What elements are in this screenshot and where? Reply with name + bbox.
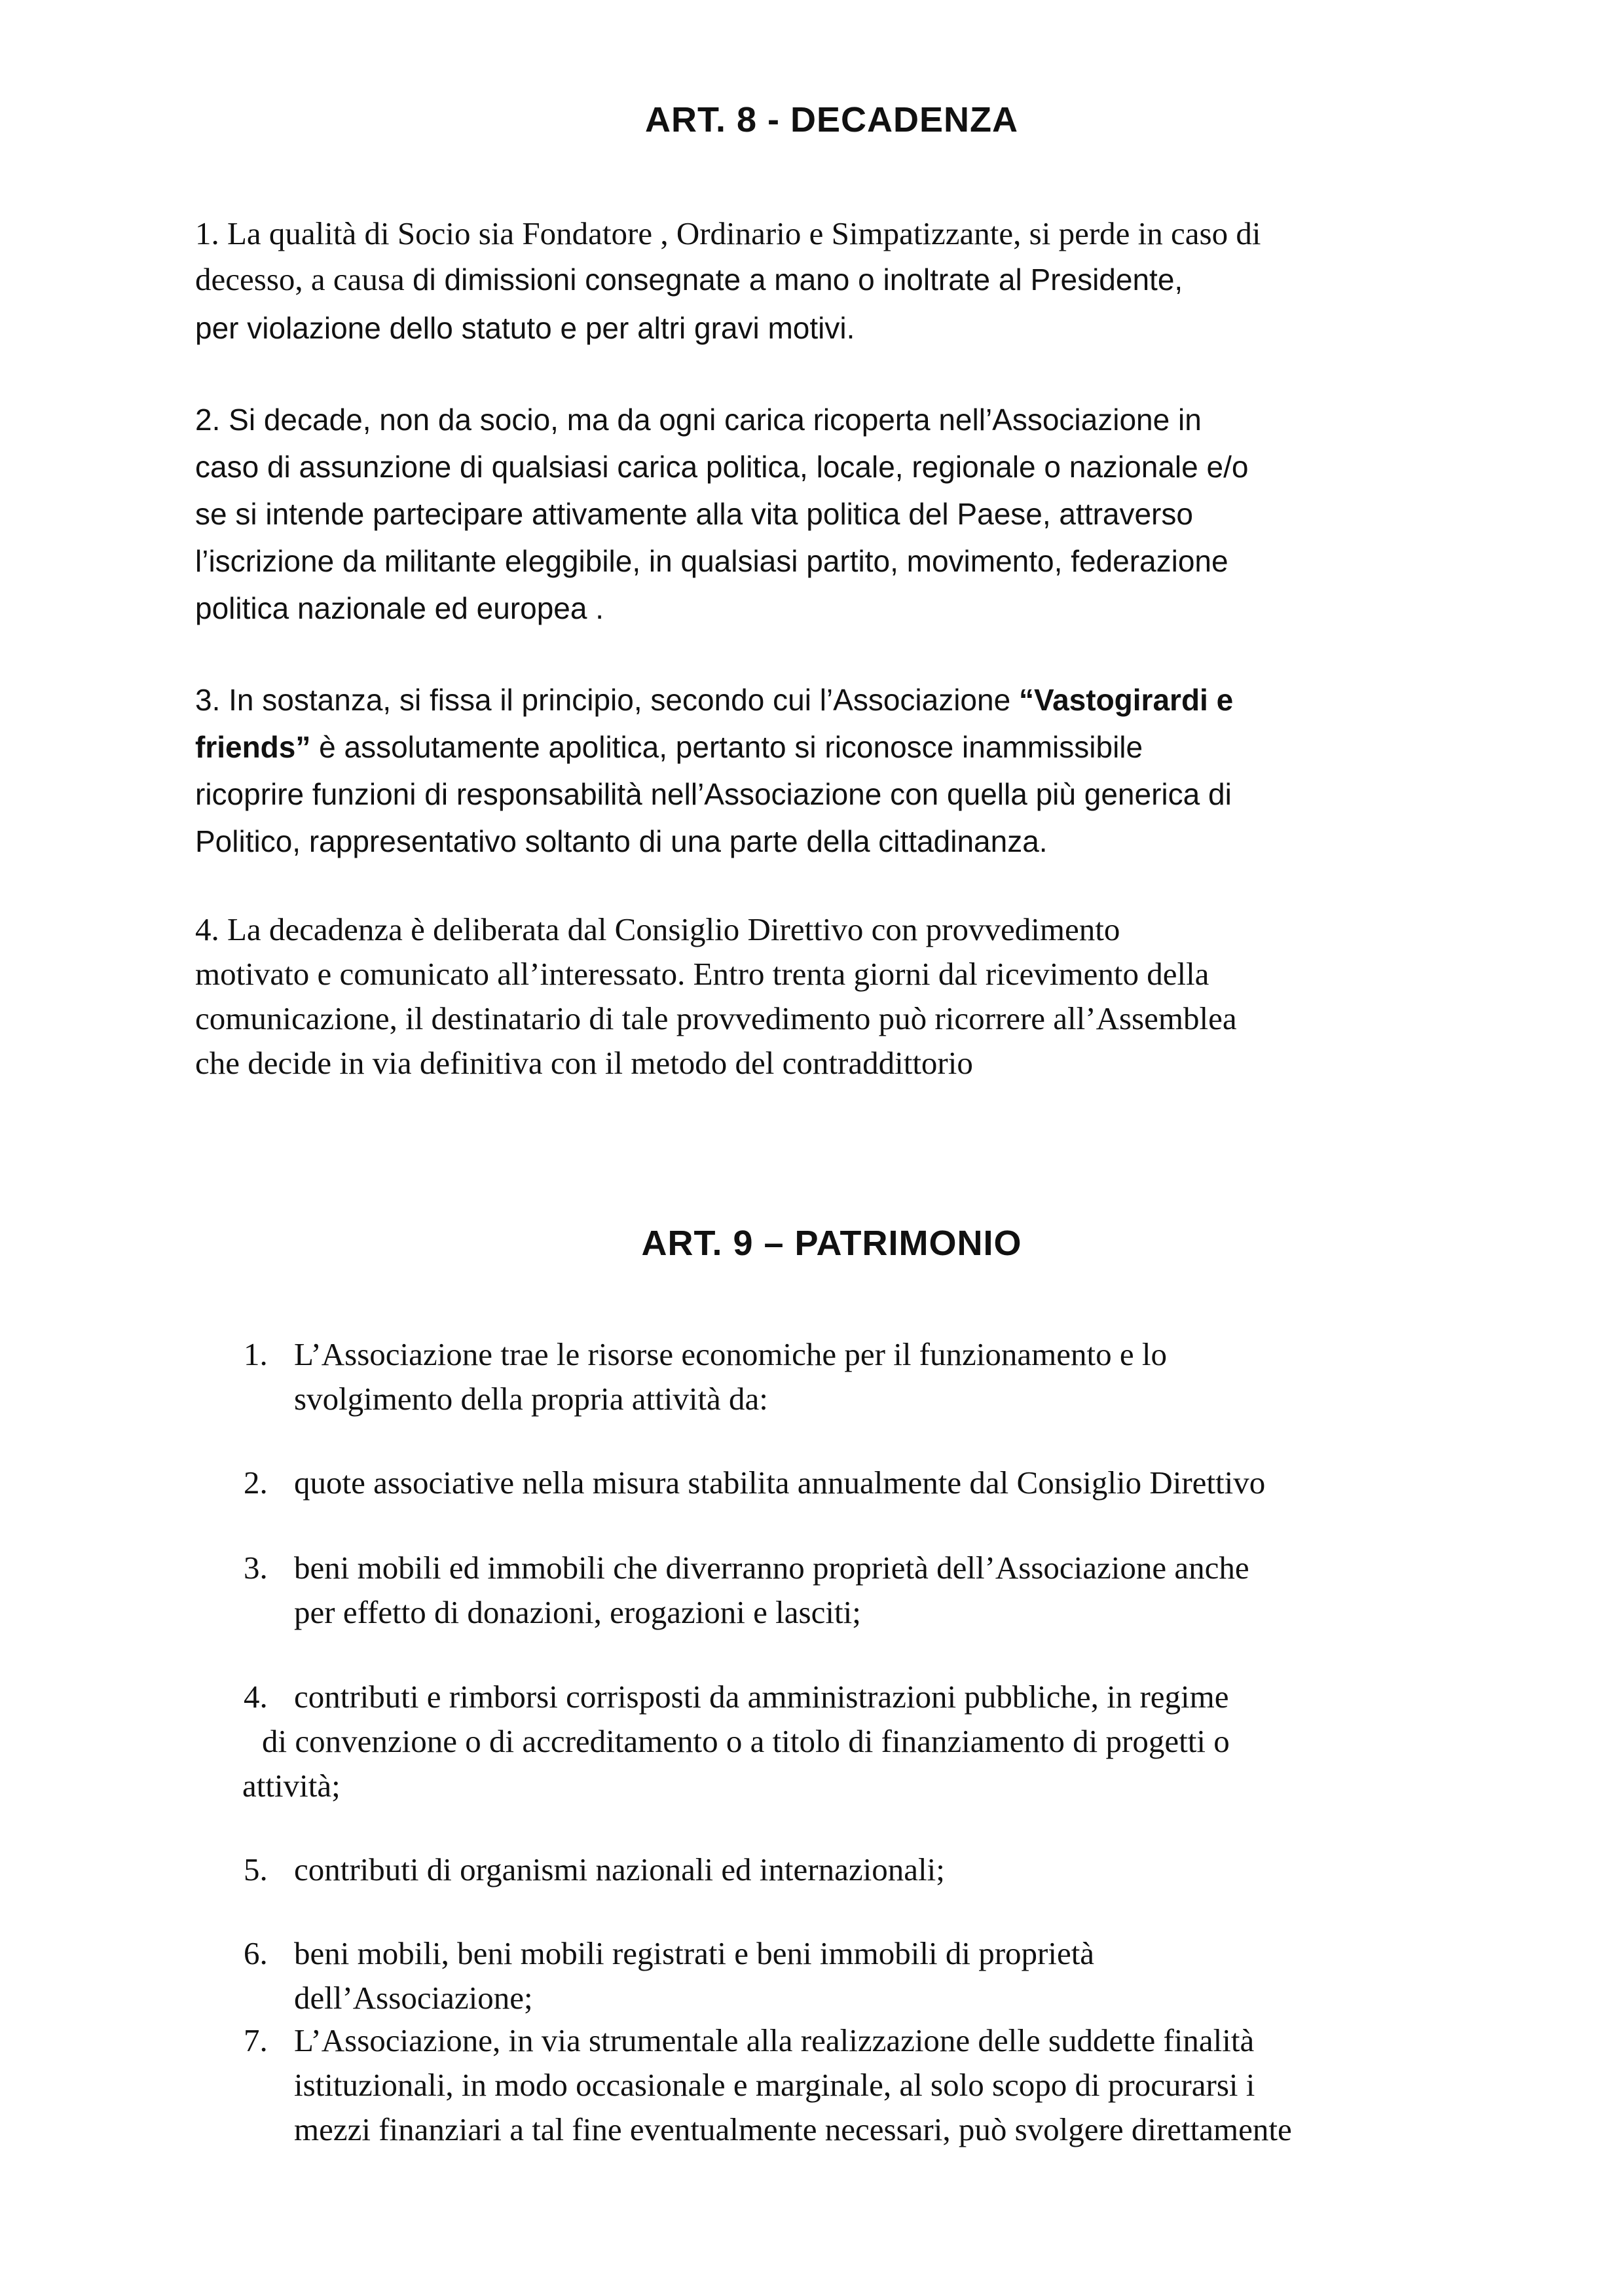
art8-p1-line-2-serif: decesso, a causa <box>195 261 413 297</box>
art8-p3-line-3: ricoprire funzioni di responsabilità nell’Associazione con quella più generica di <box>195 777 1232 811</box>
list-item-line: beni mobili, beni mobili registrati e beni immobili di proprietà <box>294 1935 1095 1971</box>
list-item-line: L’Associazione trae le risorse economiche per il funzionamento e lo <box>294 1336 1167 1372</box>
art8-paragraph-1 <box>195 211 1459 350</box>
association-name-part-2: friends” <box>195 730 311 764</box>
list-item-line: L’Associazione, in via strumentale alla realizzazione delle suddette finalità <box>294 2022 1255 2058</box>
art8-p1-line-3: per violazione dello statuto e per altri gravi motivi. <box>195 311 855 345</box>
art8-p1-line-2 <box>195 257 1459 304</box>
list-item-text <box>294 1931 1473 2020</box>
art8-p4-line-2: motivato e comunicato all’interessato. Entro trenta giorni dal ricevimento della <box>195 956 1209 992</box>
association-name-part-1: “Vastogirardi e <box>1018 683 1234 717</box>
art8-p4-line-1: 4. La decadenza è deliberata dal Consiglio Direttivo con provvedimento <box>195 911 1120 947</box>
art8-p4-line-4: che decide in via definitiva con il metodo del contraddittorio <box>195 1045 973 1081</box>
art9-heading: ART. 9 – PATRIMONIO <box>641 1224 1022 1263</box>
art8-paragraph-4 <box>195 907 1459 1085</box>
list-number: 6. <box>244 1935 268 1971</box>
art8-p2-line-5: politica nazionale ed europea . <box>195 591 604 625</box>
art8-p3-line-2-text: è assolutamente apolitica, pertanto si riconosce inammissibile <box>310 730 1143 764</box>
art8-p4-line-3: comunicazione, il destinatario di tale provvedimento può ricorrere all’Assemblea <box>195 1000 1237 1036</box>
art8-heading: ART. 8 - DECADENZA <box>644 100 1019 139</box>
list-item-line: istituzionali, in modo occasionale e marginale, al solo scopo di procurarsi i <box>294 2067 1255 2103</box>
art8-p2-line-4: l’iscrizione da militante eleggibile, in qualsiasi partito, movimento, federazione <box>195 544 1228 578</box>
art8-paragraph-2 <box>195 396 1459 632</box>
art8-p1-line-2-sans: di dimissioni consegnate a mano o inoltrate al Presidente, <box>412 263 1183 297</box>
list-item-text <box>294 1848 1473 1892</box>
list-item-text <box>294 1675 1473 1719</box>
list-item-line: per effetto di donazioni, erogazioni e lasciti; <box>294 1594 861 1630</box>
art8-p1-line-1: 1. La qualità di Socio sia Fondatore , Ordinario e Simpatizzante, si perde in caso di <box>195 215 1261 251</box>
list-item-line: attività; <box>242 1768 341 1804</box>
art8-p2-line-1: 2. Si decade, non da socio, ma da ogni carica ricoperta nell’Associazione in <box>195 403 1202 437</box>
list-item-line: beni mobili ed immobili che diverranno proprietà dell’Associazione anche <box>294 1550 1249 1586</box>
list-number: 5. <box>244 1851 268 1887</box>
art8-p3-line-2 <box>195 723 1459 771</box>
list-item-text <box>294 2018 1473 2152</box>
art8-p3-line-1 <box>195 676 1459 723</box>
list-number: 1. <box>244 1336 268 1372</box>
list-item-line: contributi e rimborsi corrisposti da amministrazioni pubbliche, in regime <box>294 1679 1229 1715</box>
list-item-line: svolgimento della propria attività da: <box>294 1381 768 1417</box>
art8-p2-line-3: se si intende partecipare attivamente alla vita politica del Paese, attraverso <box>195 497 1193 531</box>
art8-p3-line-1-text: 3. In sostanza, si fissa il principio, secondo cui l’Associazione <box>195 683 1019 717</box>
art8-paragraph-3 <box>195 676 1459 865</box>
art8-p3-line-4: Politico, rappresentativo soltanto di una parte della cittadinanza. <box>195 824 1048 858</box>
art8-p2-line-2: caso di assunzione di qualsiasi carica politica, locale, regionale o nazionale e/o <box>195 450 1249 484</box>
list-number: 7. <box>244 2022 268 2058</box>
list-item-line: di convenzione o di accreditamento o a titolo di finanziamento di progetti o <box>262 1723 1230 1759</box>
list-item-text <box>294 1546 1473 1635</box>
list-number: 3. <box>244 1550 268 1586</box>
list-item-text <box>294 1461 1473 1505</box>
list-item-line: contributi di organismi nazionali ed internazionali; <box>294 1851 945 1887</box>
list-item-text <box>294 1332 1473 1421</box>
list-item-line: quote associative nella misura stabilita annualmente dal Consiglio Direttivo <box>294 1465 1266 1501</box>
list-item-line: dell’Associazione; <box>294 1980 533 2016</box>
list-item-line: mezzi finanziari a tal fine eventualmente necessari, può svolgere direttamente <box>294 2111 1292 2147</box>
list-number: 4. <box>244 1679 268 1715</box>
list-number: 2. <box>244 1465 268 1501</box>
